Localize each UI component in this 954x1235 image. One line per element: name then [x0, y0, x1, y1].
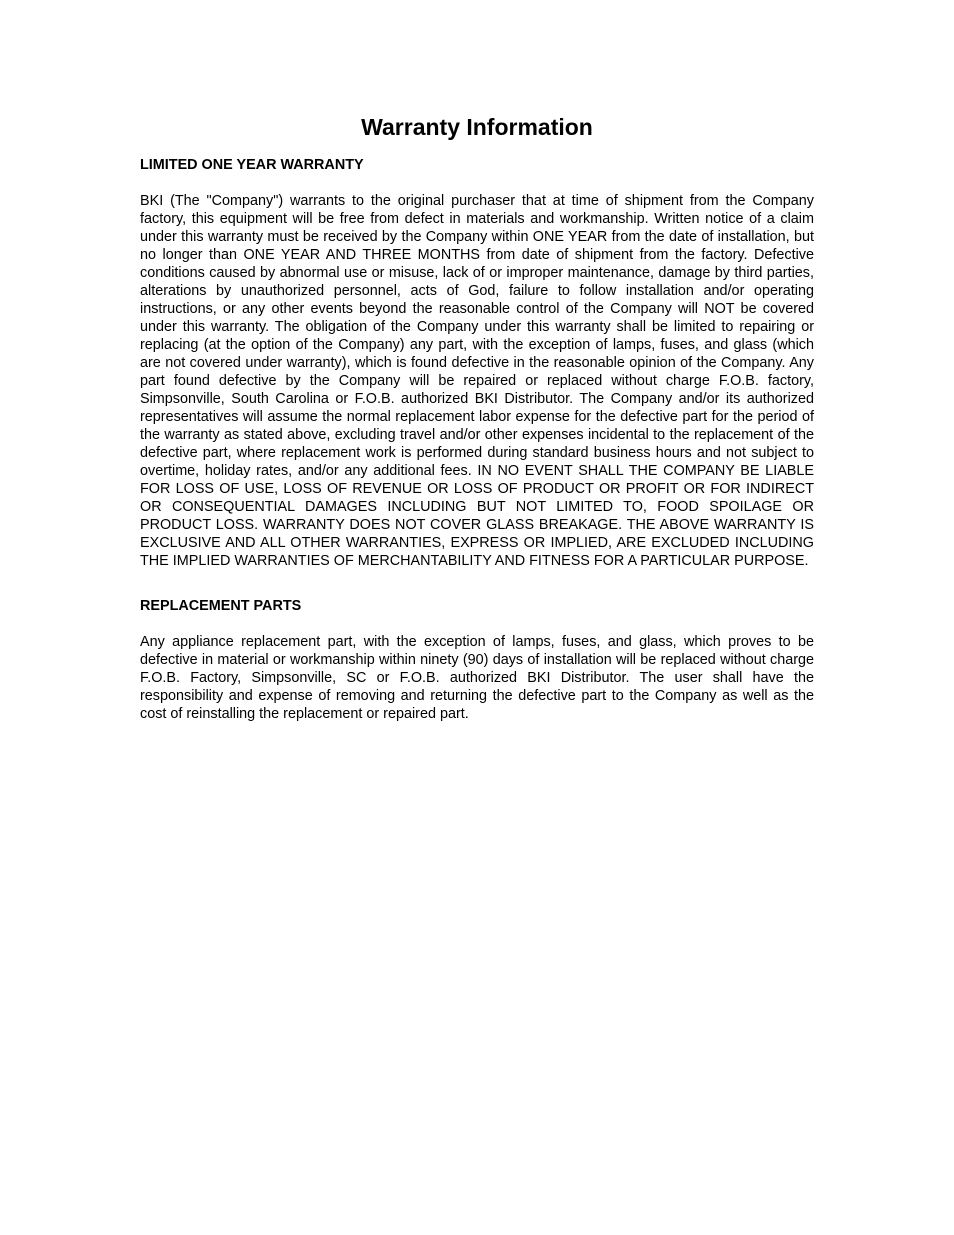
section-heading-limited-warranty: LIMITED ONE YEAR WARRANTY: [140, 157, 364, 173]
section-heading-replacement-parts: REPLACEMENT PARTS: [140, 598, 302, 614]
section-body-limited-warranty: BKI (The "Company") warrants to the original purchaser that at time of shipment from the Company factory, this equipment will be free from defect in materials and workmanship. Written notice of a claim under this warranty must be received by the Company within ONE YEAR from the date of installation, but no longer than ONE YEAR AND THREE MONTHS from date of shipment from the factory. Defective conditions caused by abnormal use or misuse, lack of or improper maintenance, damage by third parties, alterations by unauthorized personnel, acts of God, failure to follow installation and/or operating instructions, or any other events beyond the reasonable control of the Company will NOT be covered under this warranty. The obligation of the Company under this warranty shall be limited to repairing or replacing (at the option of the Company) any part, with the exception of lamps, fuses, and glass (which are not covered under warranty), which is found defective in the reasonable opinion of the Company. Any part found defective by the Company will be repaired or replaced without charge F.O.B. factory, Simpsonville, South Carolina or F.O.B. authorized BKI Distributor. The Company and/or its authorized representatives will assume the normal replacement labor expense for the defective part for the period of the warranty as stated above, excluding travel and/or other expenses incidental to the replacement of the defective part, where replacement work is performed during standard business hours and not subject to overtime, holiday rates, and/or any additional fees. IN NO EVENT SHALL THE COMPANY BE LIABLE FOR LOSS OF USE, LOSS OF REVENUE OR LOSS OF PRODUCT OR PROFIT OR FOR INDIRECT OR CONSEQUENTIAL DAMAGES INCLUDING BUT NOT LIMITED TO, FOOD SPOILAGE OR PRODUCT LOSS. WARRANTY DOES NOT COVER GLASS BREAKAGE. THE ABOVE WARRANTY IS EXCLUSIVE AND ALL OTHER WARRANTIES, EXPRESS OR IMPLIED, ARE EXCLUDED INCLUDING THE IMPLIED WARRANTIES OF MERCHANTABILITY AND FITNESS FOR A PARTICULAR PURPOSE.: [140, 193, 814, 569]
section-body-replacement-parts: Any appliance replacement part, with the exception of lamps, fuses, and glass, which proves to be defective in material or workmanship within ninety (90) days of installation will be replaced without charge F.O.B. Factory, Simpsonville, SC or F.O.B. authorized BKI Distributor. The user shall have the responsibility and expense of removing and returning the defective part to the Company as well as the cost of reinstalling the replacement or repaired part.: [140, 634, 814, 722]
document-page: [140, 110, 814, 723]
page-title: Warranty Information: [361, 114, 593, 140]
